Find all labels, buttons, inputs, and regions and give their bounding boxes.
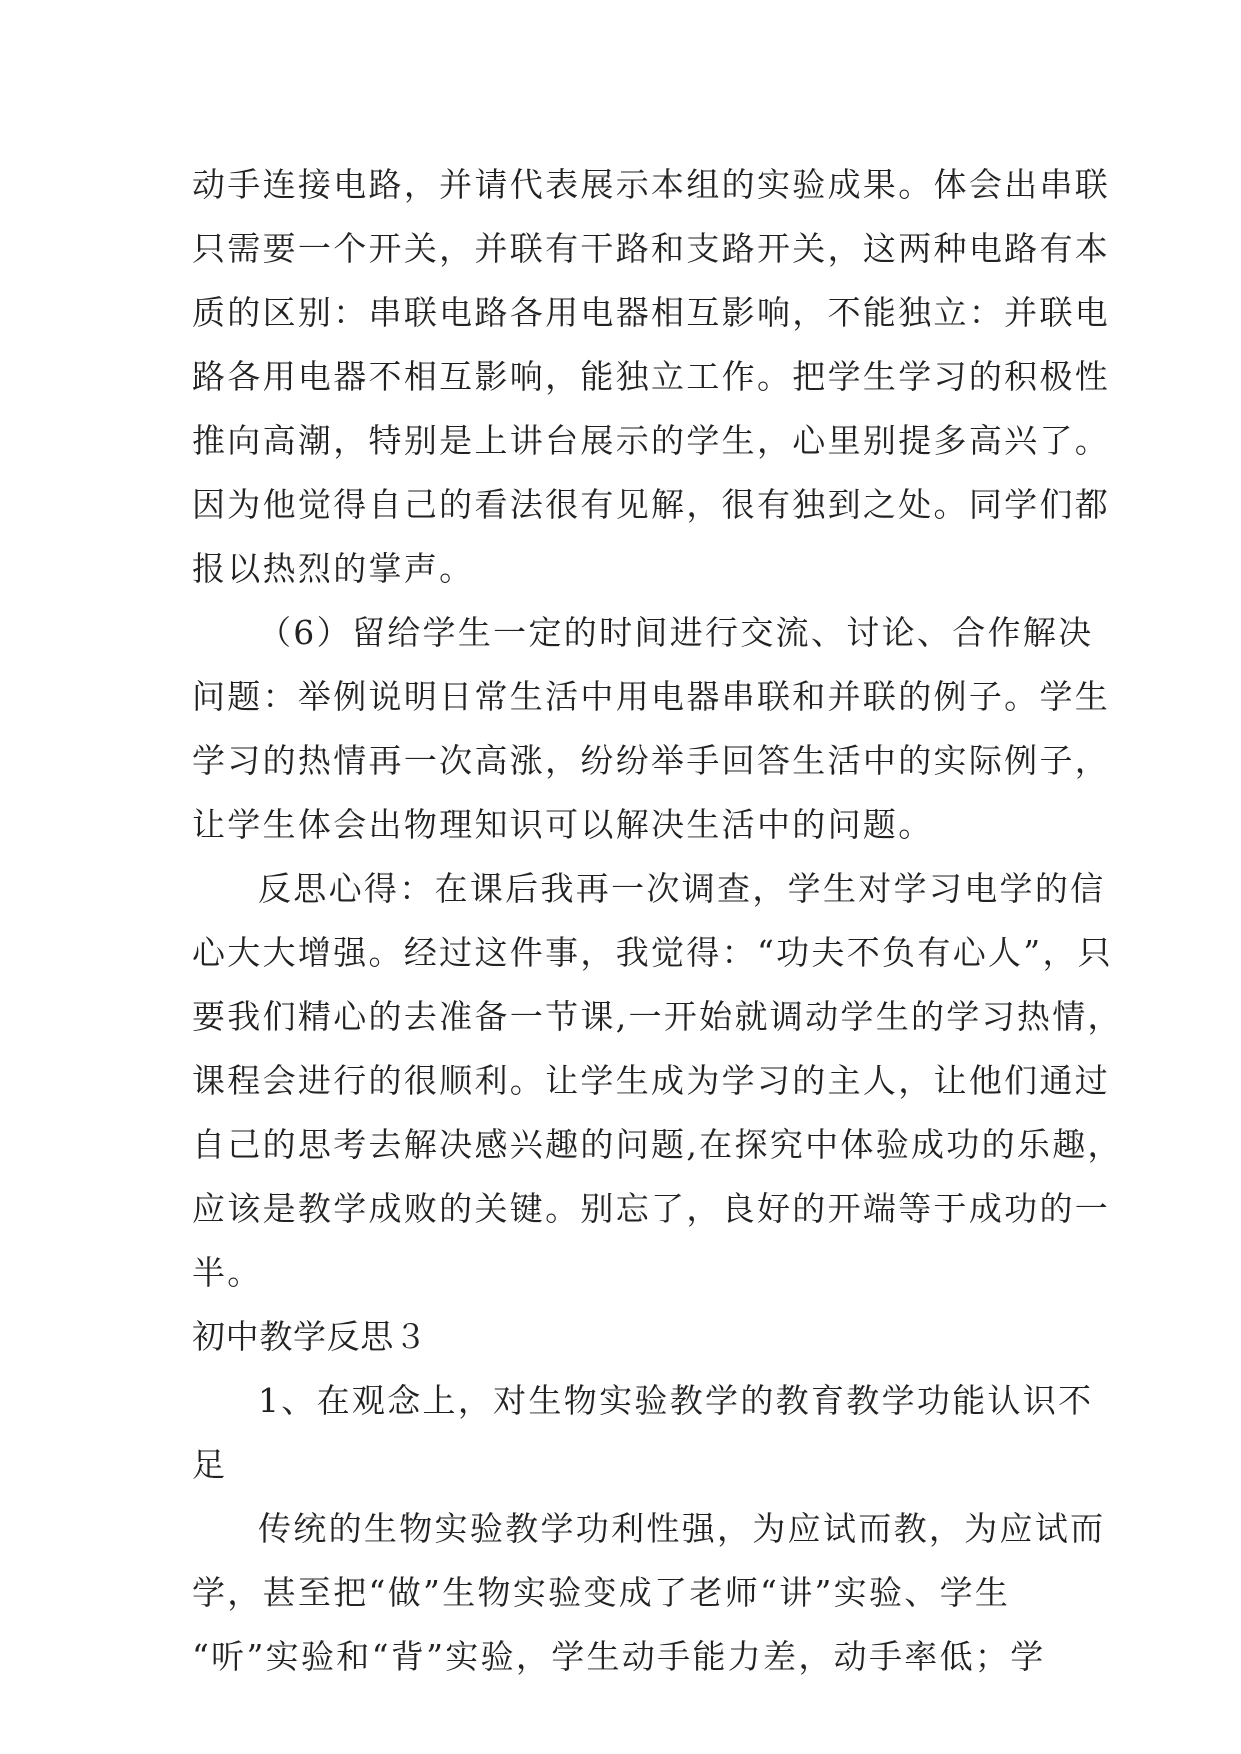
text-line: 只需要一个开关，并联有干路和支路开关，这两种电路有本 xyxy=(192,229,1111,268)
text-line: 报以热烈的掌声。 xyxy=(192,549,475,588)
section-heading: 初中教学反思３ xyxy=(192,1317,428,1356)
text-line: （6）留给学生一定的时间进行交流、讨论、合作解决 xyxy=(258,613,1094,652)
text-line: 课程会进行的很顺利。让学生成为学习的主人，让他们通过 xyxy=(192,1061,1111,1100)
text-line: 反思心得：在课后我再一次调查，学生对学习电学的信 xyxy=(258,869,1106,908)
text-line: 质的区别：串联电路各用电器相互影响，不能独立：并联电 xyxy=(192,293,1111,332)
text-line: 动手连接电路，并请代表展示本组的实验成果。体会出串联 xyxy=(192,165,1111,204)
text-line: 要我们精心的去准备一节课,一开始就调动学生的学习热情， xyxy=(192,997,1123,1036)
text-line: 让学生体会出物理知识可以解决生活中的问题。 xyxy=(192,805,934,844)
text-line: 路各用电器不相互影响，能独立工作。把学生学习的积极性 xyxy=(192,357,1111,396)
text-line: 应该是教学成败的关键。别忘了，良好的开端等于成功的一 xyxy=(192,1189,1111,1228)
text-line: 足 xyxy=(192,1445,228,1484)
text-line: 推向高潮，特别是上讲台展示的学生，心里别提多高兴了。 xyxy=(192,421,1111,460)
text-line: 传统的生物实验教学功利性强，为应试而教，为应试而 xyxy=(258,1509,1106,1548)
text-line: 心大大增强。经过这件事，我觉得：“功夫不负有心人”，只 xyxy=(192,933,1114,972)
text-line: 1、在观念上，对生物实验教学的教育教学功能认识不 xyxy=(258,1381,1094,1420)
text-line: “听”实验和“背”实验，学生动手能力差，动手率低；学 xyxy=(192,1637,1046,1676)
text-line: 自己的思考去解决感兴趣的问题,在探究中体验成功的乐趣， xyxy=(192,1125,1123,1164)
text-line: 因为他觉得自己的看法很有见解，很有独到之处。同学们都 xyxy=(192,485,1111,524)
text-line: 半。 xyxy=(192,1253,263,1292)
text-line: 学习的热情再一次高涨，纷纷举手回答生活中的实际例子， xyxy=(192,741,1111,780)
text-line: 问题：举例说明日常生活中用电器串联和并联的例子。学生 xyxy=(192,677,1111,716)
text-line: 学，甚至把“做”生物实验变成了老师“讲”实验、学生 xyxy=(192,1573,1011,1612)
